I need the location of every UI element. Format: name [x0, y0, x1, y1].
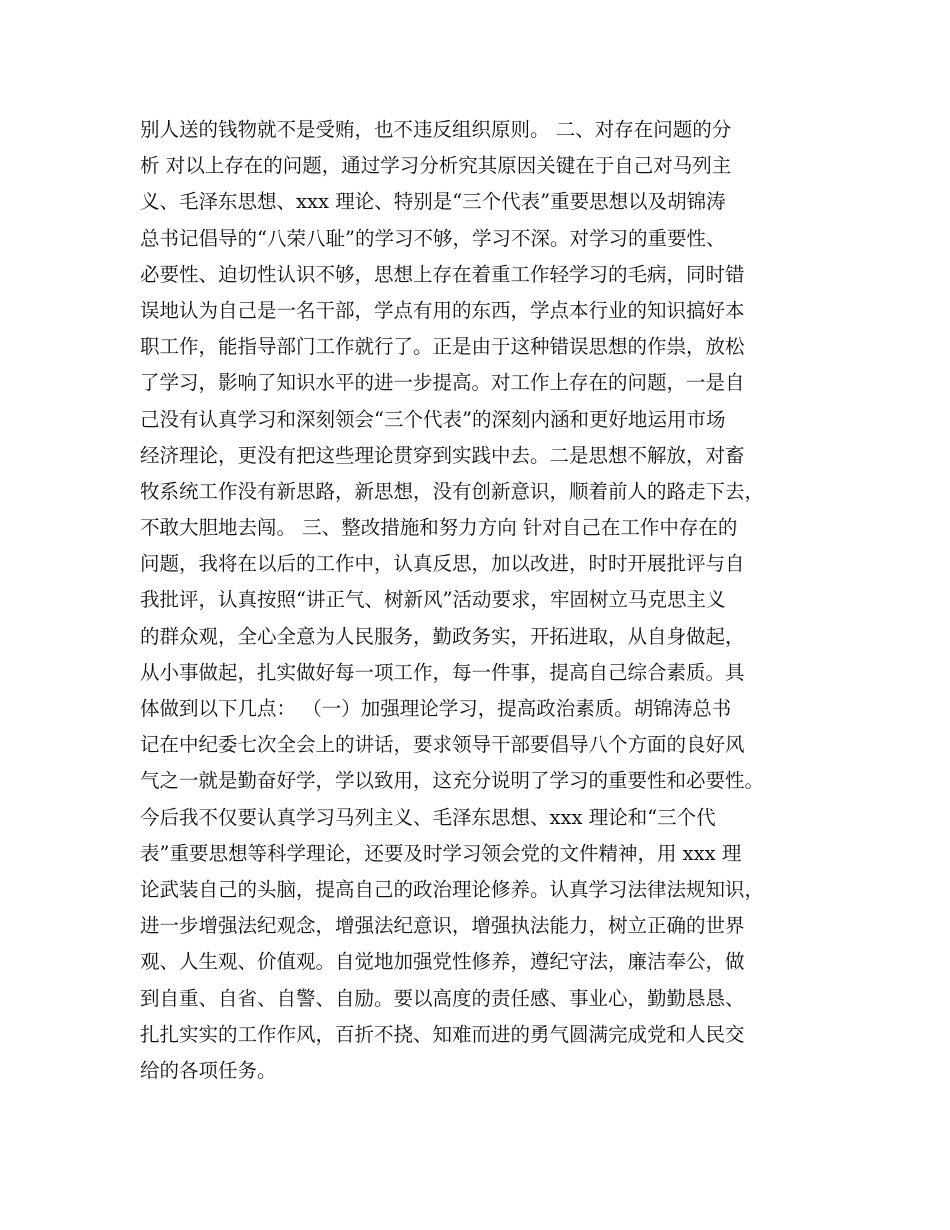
text-line: 论武装自己的头脑，提高自己的政治理论修养。认真学习法律法规知识，	[140, 877, 765, 901]
text-line: 误地认为自己是一名干部，学点有用的东西，学点本行业的知识搞好本	[140, 298, 745, 322]
text-line: 职工作，能指导部门工作就行了。正是由于这种错误思想的作祟，放松	[140, 335, 745, 359]
text-line: 牧系统工作没有新思路，新思想，没有创新意识，顺着前人的路走下去，	[140, 479, 765, 503]
text-line: 观、人生观、价值观。自觉地加强党性修养，遵纪守法，廉洁奉公，做	[140, 950, 745, 974]
text-line: 必要性、迫切性认识不够，思想上存在着重工作轻学习的毛病，同时错	[140, 262, 745, 286]
text-line: 不敢大胆地去闯。 三、整改措施和努力方向 针对自己在工作中存在的	[140, 516, 738, 540]
text-line: 析 对以上存在的问题，通过学习分析究其原因关键在于自己对马列主	[140, 154, 732, 178]
text-line: 今后我不仅要认真学习马列主义、毛泽东思想、xxx 理论和“三个代	[140, 805, 716, 829]
text-line: 表”重要思想等科学理论，还要及时学习领会党的文件精神，用 xxx 理	[140, 841, 742, 865]
text-line: 了学习，影响了知识水平的进一步提高。对工作上存在的问题，一是自	[140, 371, 745, 395]
text-line: 义、毛泽东思想、xxx 理论、特别是“三个代表”重要思想以及胡锦涛	[140, 190, 726, 214]
text-line: 经济理论，更没有把这些理论贯穿到实践中去。二是思想不解放，对畜	[140, 443, 745, 467]
text-line: 别人送的钱物就不是受贿，也不违反组织原则。 二、对存在问题的分	[140, 118, 732, 141]
text-line: 问题，我将在以后的工作中，认真反思，加以改进，时时开展批评与自	[140, 552, 745, 576]
text-line: 进一步增强法纪观念，增强法纪意识，增强执法能力，树立正确的世界	[140, 914, 745, 938]
text-line: 的群众观，全心全意为人民服务，勤政务实，开拓进取，从自身做起，	[140, 624, 745, 648]
text-line: 体做到以下几点： （一）加强理论学习，提高政治素质。胡锦涛总书	[140, 697, 732, 720]
body-text	[140, 112, 830, 1089]
text-line: 给的各项任务。	[140, 1058, 277, 1082]
text-line: 总书记倡导的“八荣八耻”的学习不够，学习不深。对学习的重要性、	[140, 226, 726, 250]
text-line: 我批评，认真按照“讲正气、树新风”活动要求，牢固树立马克思主义	[140, 588, 726, 612]
text-line: 扎扎实实的工作作风，百折不挠、知难而进的勇气圆满完成党和人民交	[140, 1022, 745, 1046]
text-line: 到自重、自省、自警、自励。要以高度的责任感、事业心，勤勤恳恳、	[140, 986, 745, 1010]
text-line: 气之一就是勤奋好学，学以致用，这充分说明了学习的重要性和必要性。	[140, 769, 765, 793]
text-line: 从小事做起，扎实做好每一项工作，每一件事，提高自己综合素质。具	[140, 660, 745, 684]
text-line: 己没有认真学习和深刻领会“三个代表”的深刻内涵和更好地运用市场	[140, 407, 726, 431]
text-line: 记在中纪委七次全会上的讲话，要求领导干部要倡导八个方面的良好风	[140, 733, 745, 757]
